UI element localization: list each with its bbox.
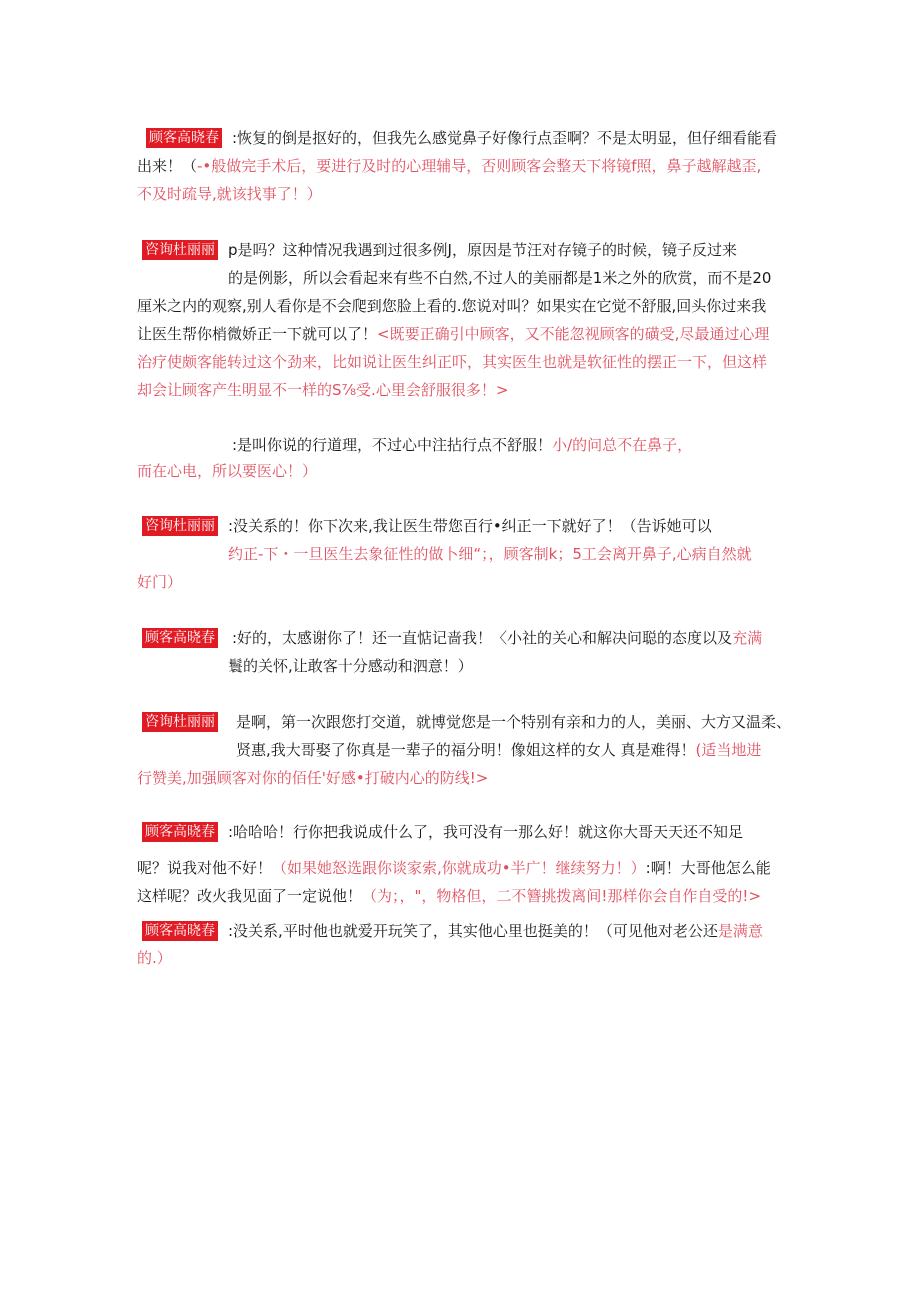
speaker-tag: 顾客高晓春: [146, 128, 222, 148]
speaker-tag: 顾客高晓春: [142, 921, 218, 941]
annotation-text: (适当地进: [695, 741, 762, 759]
dialogue-text: :好的，太感谢你了！还一直惦记啬我！〈小社的关心和解决问聪的态度以及: [232, 629, 733, 647]
dialogue-line: [137, 296, 766, 316]
dialogue-text: 鬟的关怀,让敢客十分感动和泗意！）: [228, 657, 473, 675]
dialogue-line: [228, 921, 763, 941]
annotation-text: <既要正确引中顾客，又不能忽视顾客的磺受,尽最通过心理: [377, 325, 770, 343]
dialogue-line: [228, 516, 712, 536]
dialogue-text: :没关系,平时他也就爱开玩笑了，其实他心里也挺美的！（可见他对老公还: [228, 922, 718, 940]
dialogue-line: [228, 656, 473, 676]
annotation-text: 好门）: [137, 573, 183, 591]
annotation-text: 不及时疏导,就该找事了！）: [137, 185, 322, 203]
dialogue-text: 呢？说我对他不好！: [137, 859, 273, 877]
dialogue-line: [137, 886, 761, 906]
dialogue-text: 这样呢？改火我见面了一定说他！: [137, 887, 363, 905]
annotation-text: （如果她怒选跟你谈家索,你就成功•半广！继续努力！）: [272, 859, 646, 877]
dialogue-line: [228, 268, 771, 288]
dialogue-line: [137, 768, 488, 788]
speaker-tag: 顾客高晓春: [142, 628, 218, 648]
dialogue-line: [232, 128, 777, 148]
annotation-text: 而在心电，所以要医心！）: [137, 462, 318, 480]
dialogue-text: 出来！（: [137, 157, 198, 175]
speaker-tag: 咨询杜丽丽: [142, 712, 218, 732]
speaker-tag: 咨询杜丽丽: [142, 240, 218, 260]
dialogue-text: :恢复的倒是抠好的，但我先么感觉鼻子好像行点歪啊？不是太明显，但仔细看能看: [232, 129, 778, 147]
annotation-text: 的.）: [137, 949, 172, 967]
dialogue-text: 让医生帮你梢微娇正一下就可以了！: [137, 325, 378, 343]
dialogue-text: :哈哈哈！行你把我说成什么了，我可没有一那么好！就这你大哥天天还不知足: [228, 823, 744, 841]
annotation-text: （为；，"，物格但，二不簪挑拨离间!那样你会自作自受的!>: [362, 887, 762, 905]
dialogue-line: [137, 461, 317, 481]
annotation-text: -•般做完手术后，要进行及时的心理辅导，否则顾客会整天下将镜f照，鼻子越解越歪,: [197, 157, 762, 175]
dialogue-line: [236, 712, 791, 732]
annotation-text: 却会让顾客产生明显不一样的S⅞受.心里会舒服很多！>: [137, 381, 509, 399]
annotation-text: 小/的问总不在鼻子，: [552, 436, 693, 454]
dialogue-line: [137, 352, 767, 372]
dialogue-line: [137, 184, 322, 204]
annotation-text: 充满: [732, 629, 763, 647]
dialogue-line: [137, 156, 761, 176]
dialogue-text: p是吗？这种情况我遇到过很多例J，原因是节汪对存镜子的时候，镜子反过来: [228, 241, 737, 259]
dialogue-text: :是叫你说的行道理，不过心中注拈行点不舒服！: [232, 436, 553, 454]
annotation-text: 治疗使颇客能转过这个劲来，比如说让医生纠正吓，其实医生也就是软征性的摆正一下，但这样: [137, 353, 768, 371]
annotation-text: 是满意: [717, 922, 763, 940]
dialogue-text: 的是例影，所以会看起来有些不白然,不过人的美丽都是1米之外的欣赏，而不是20: [228, 269, 772, 287]
dialogue-text: 厘米之内的观察,别人看你是不会爬到您脸上看的.您说对叫？如果实在它觉不舒服,回头你过来我: [137, 297, 767, 315]
annotation-text: 行赞美,加强顾客对你的佰任'好感•打破内心的防线!>: [137, 769, 489, 787]
dialogue-line: [232, 628, 762, 648]
dialogue-line: [232, 435, 692, 455]
dialogue-line: [228, 240, 737, 260]
dialogue-text: 贤惠,我大哥娶了你真是一辈子的福分明！像姐这样的女人 真是难得！: [236, 741, 696, 759]
dialogue-line: [137, 380, 508, 400]
dialogue-text: 是啊，第一次跟您打交道，就博觉您是一个特别有亲和力的人，美丽、大方又温柔、: [236, 713, 792, 731]
dialogue-line: [137, 324, 769, 344]
speaker-tag: 咨询杜丽丽: [142, 516, 218, 536]
dialogue-text: :没关系的！你下次来,我让医生带您百行•纠正一下就好了！（告诉她可以: [228, 517, 712, 535]
annotation-text: 约正-下・一旦医生去象征性的做卜细“；，顾客制k；5工会离开鼻子,心病自然就: [228, 545, 752, 563]
dialogue-line: [228, 822, 743, 842]
speaker-tag: 顾客高晓春: [142, 822, 218, 842]
dialogue-line: [228, 544, 752, 564]
dialogue-line: [236, 740, 761, 760]
dialogue-text: :啊！大哥他怎么能: [645, 859, 771, 877]
dialogue-line: [137, 858, 771, 878]
dialogue-line: [137, 572, 182, 592]
dialogue-line: [137, 948, 172, 968]
